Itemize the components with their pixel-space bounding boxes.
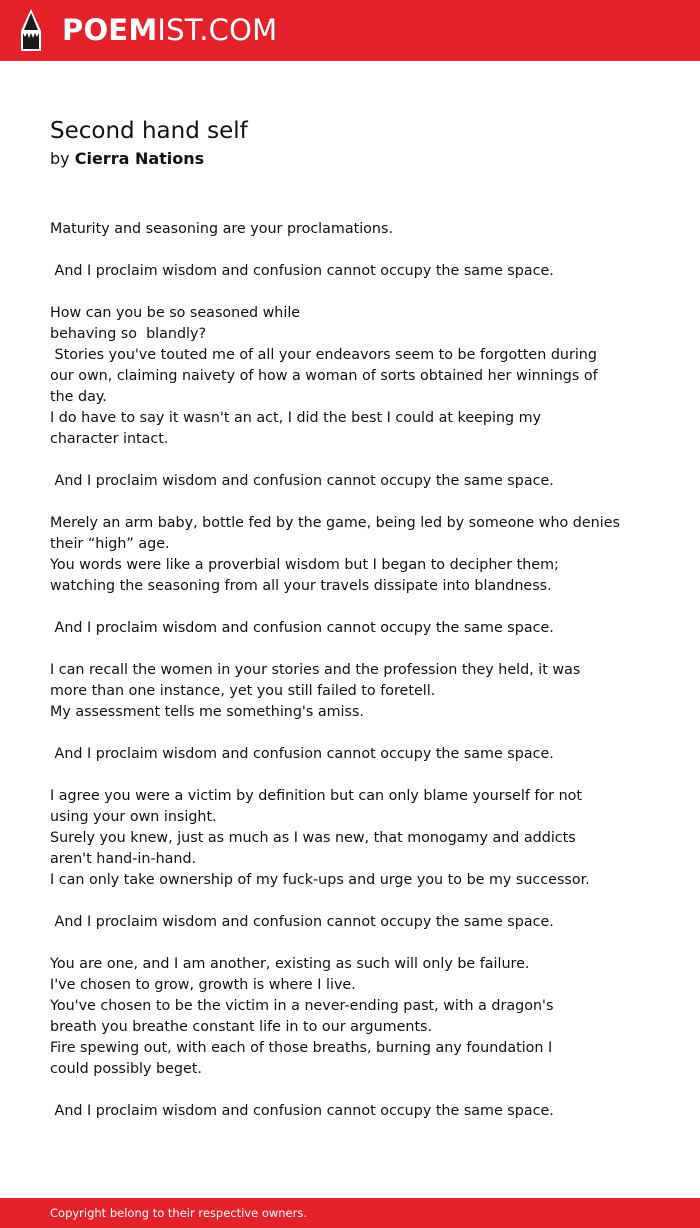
stanza-break [50,933,650,954]
stanza-break [50,492,650,513]
poem-line: I can only take ownership of my fuck-ups and urge you to be my successor. [50,872,590,888]
stanza-break [50,639,650,660]
poem-title: Second hand self [50,118,248,144]
poem-line: character intact. [50,431,169,447]
stanza-break [50,597,650,618]
stanza-break [50,282,650,303]
poem-line: I do have to say it wasn't an act, I did the best I could at keeping my [50,410,542,426]
poem-line: Maturity and seasoning are your proclamations. [50,221,393,237]
poem-line: aren't hand-in-hand. [50,851,197,867]
poem-line: more than one instance, yet you still failed to foretell. [50,683,436,699]
poem-line: Stories you've touted me of all your endeavors seem to be forgotten during [50,347,597,363]
poem-line: the day. [50,389,107,405]
stanza-break [50,765,650,786]
poem-line: could possibly beget. [50,1061,202,1077]
poem-line: Merely an arm baby, bottle fed by the game, being led by someone who denies [50,515,620,531]
poem-line: behaving so blandly? [50,326,207,342]
poem-line: using your own insight. [50,809,217,825]
poem-line: And I proclaim wisdom and confusion cannot occupy the same space. [50,746,554,762]
poem-line: their “high” age. [50,536,170,552]
poem-line: How can you be so seasoned while [50,305,301,321]
poem-line: And I proclaim wisdom and confusion cannot occupy the same space. [50,620,554,636]
poem-line: Surely you knew, just as much as I was new, that monogamy and addicts [50,830,576,846]
stanza-break [50,1080,650,1101]
poem-line: And I proclaim wisdom and confusion cannot occupy the same space. [50,473,554,489]
by-label: by [50,149,70,168]
site-header [0,0,700,61]
poem-line: I agree you were a victim by definition but can only blame yourself for not [50,788,583,804]
poem-line: My assessment tells me something's amiss. [50,704,364,720]
poem-line: You words were like a proverbial wisdom but I began to decipher them; [50,557,559,573]
stanza-break [50,723,650,744]
poem-line: I can recall the women in your stories and the profession they held, it was [50,662,581,678]
poem-line: Fire spewing out, with each of those breaths, burning any foundation I [50,1040,553,1056]
pen-nib-icon [18,9,44,51]
poem-line: You've chosen to be the victim in a never-ending past, with a dragon's [50,998,554,1014]
byline [50,149,204,169]
copyright-text: Copyright belong to their respective owners. [50,1206,308,1220]
stanza-break [50,240,650,261]
poem-line: And I proclaim wisdom and confusion cannot occupy the same space. [50,1103,554,1119]
stanza-break [50,450,650,471]
poem-line: And I proclaim wisdom and confusion cannot occupy the same space. [50,914,554,930]
poem-line: our own, claiming naivety of how a woman of sorts obtained her winnings of [50,368,598,384]
poem-line: breath you breathe constant life in to our arguments. [50,1019,433,1035]
logo-bold-text: POEM [62,13,158,47]
poem-line: I've chosen to grow, growth is where I live. [50,977,356,993]
poem-line: And I proclaim wisdom and confusion cannot occupy the same space. [50,263,554,279]
poem-line: You are one, and I am another, existing as such will only be failure. [50,956,530,972]
stanza-break [50,891,650,912]
site-logo[interactable] [62,14,277,46]
logo-light-text: IST.COM [157,13,278,47]
poem-body [50,219,650,1122]
poem-line: watching the seasoning from all your travels dissipate into blandness. [50,578,552,594]
author-name: Cierra Nations [74,149,205,168]
site-footer [0,1198,700,1228]
